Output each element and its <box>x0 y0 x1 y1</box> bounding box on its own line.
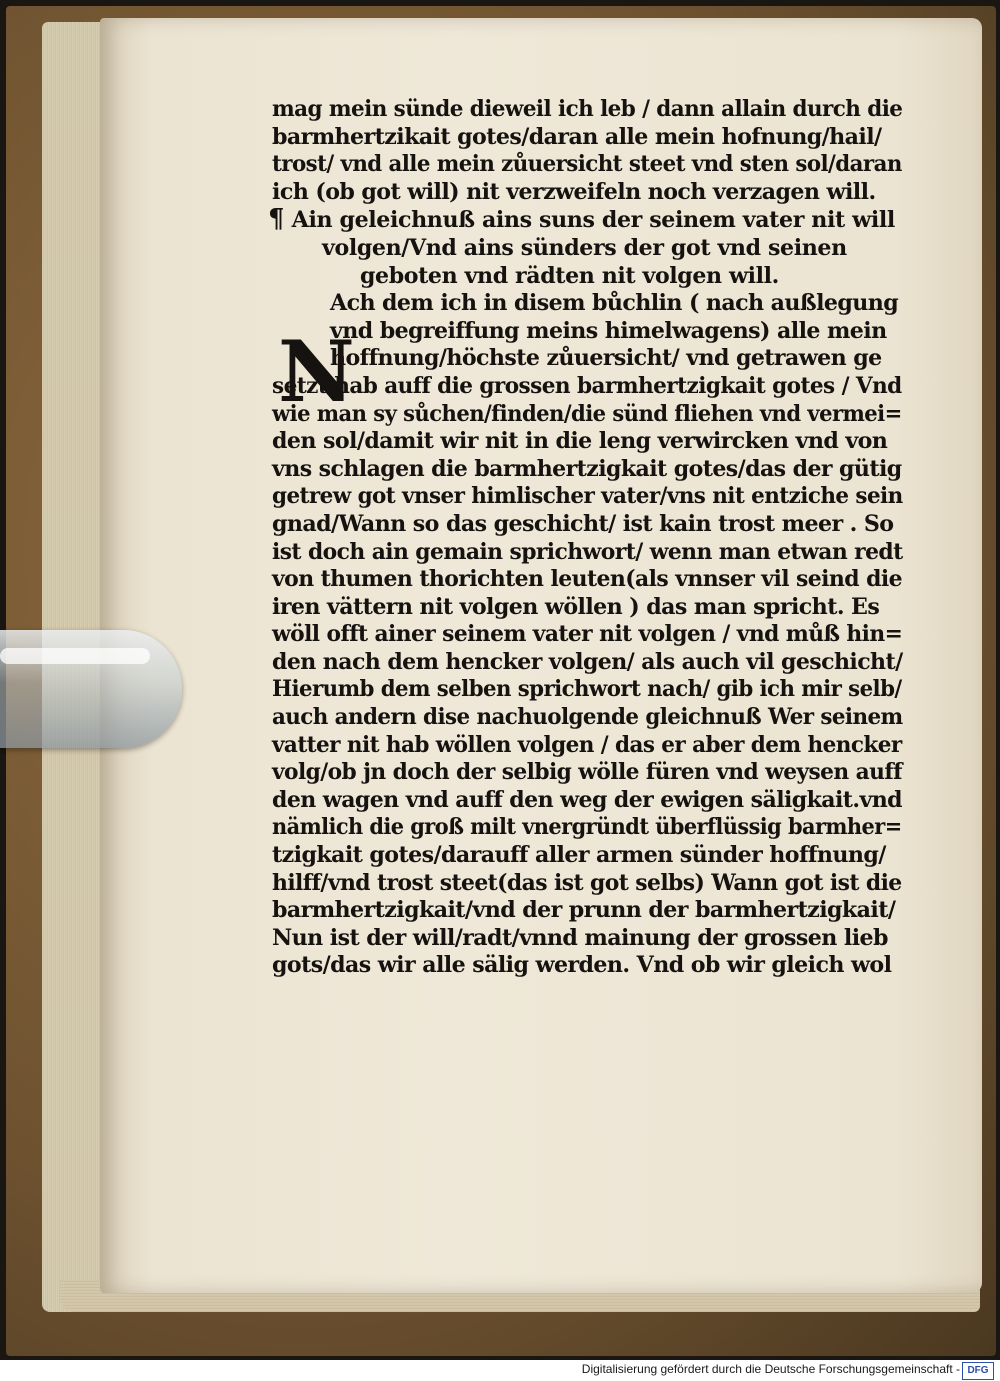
dfg-logo: DFG <box>962 1362 994 1380</box>
page-text <box>268 96 912 980</box>
text-line: getrew got vnser himlischer vater/vns nit entziche sein <box>272 483 903 510</box>
text-line: von thumen thorichten leuten(als vnnser vil seind die <box>272 566 902 593</box>
footer-bar <box>0 1360 1000 1381</box>
text-line: Hierumb dem selben sprichwort nach/ gib ich mir selb/ <box>272 676 902 703</box>
text-line: wie man sy sůchen/finden/die sünd fliehen vnd vermei= <box>272 400 902 427</box>
text-line: hilff/vnd trost steet(das ist got selbs) Wann got ist die <box>272 869 902 896</box>
text-line: ich (ob got will) nit verzweifeln noch verzagen will. <box>272 178 876 205</box>
text-line: den sol/damit wir nit in die leng verwircken vnd von <box>272 428 888 455</box>
heading-line <box>268 204 902 235</box>
text-line: trost/ vnd alle mein zůuersicht steet vnd sten sol/daran <box>272 151 902 178</box>
text-line: vns schlagen die barmhertzigkait gotes/das der gütig <box>272 455 902 482</box>
decorated-initial: N <box>278 322 355 421</box>
text-line: tzigkait gotes/darauff aller armen sünder hoffnung/ <box>272 842 886 869</box>
text-line: nämlich die groß milt vnergründt überflüssig barmher= <box>272 814 902 841</box>
text-line: volg/ob jn doch der selbig wölle füren vnd weysen auff <box>272 759 902 786</box>
text-line: Nun ist der will/radt/vnnd mainung der grossen lieb <box>272 924 888 951</box>
heading-line: volgen/Vnd ains sünders der got vnd seinen <box>322 234 847 261</box>
text-line: vatter nit hab wöllen volgen / das er aber dem hencker <box>272 731 902 758</box>
text-line: setzt hab auff die grossen barmhertzigkait gotes / Vnd <box>272 372 902 399</box>
text-line: iren vättern nit volgen wöllen ) das man spricht. Es <box>272 593 880 620</box>
text-line: den nach dem hencker volgen/ als auch vil geschicht/ <box>272 648 903 675</box>
text-line: Ach dem ich in disem bůchlin ( nach außlegung <box>330 290 899 317</box>
text-line: mag mein sünde dieweil ich leb / dann allain durch die <box>272 96 903 122</box>
footer-credit: Digitalisierung gefördert durch die Deutsche Forschungsgemeinschaft - <box>581 1362 960 1376</box>
heading-text: Ain geleichnuß ains suns der seinem vater nit will <box>291 207 895 234</box>
text-line: wöll offt ainer seinem vater nit volgen / vnd můß hin= <box>272 621 903 648</box>
text-line: hoffnung/höchste zůuersicht/ vnd getrawen ge <box>330 345 882 372</box>
text-line: auch andern dise nachuolgende gleichnuß Wer seinem <box>272 704 903 731</box>
text-line: vnd begreiffung meins himelwagens) alle mein <box>330 317 887 344</box>
text-line: ist doch ain gemain sprichwort/ wenn man etwan redt <box>272 538 903 565</box>
pilcrow-mark: ¶ <box>268 204 284 235</box>
glass-highlight <box>0 648 150 664</box>
text-line: barmhertzigkait/vnd der prunn der barmhertzigkait/ <box>272 897 896 924</box>
heading-line: geboten vnd rädten nit volgen will. <box>360 262 779 289</box>
text-line: gnad/Wann so das geschicht/ ist kain trost meer . So <box>272 510 894 537</box>
text-line: gots/das wir alle sälig werden. Vnd ob wir gleich wol <box>272 952 892 979</box>
text-line: den wagen vnd auff den weg der ewigen säligkait.vnd <box>272 786 902 813</box>
text-line: barmhertzikait gotes/daran alle mein hofnung/hail/ <box>272 123 882 150</box>
